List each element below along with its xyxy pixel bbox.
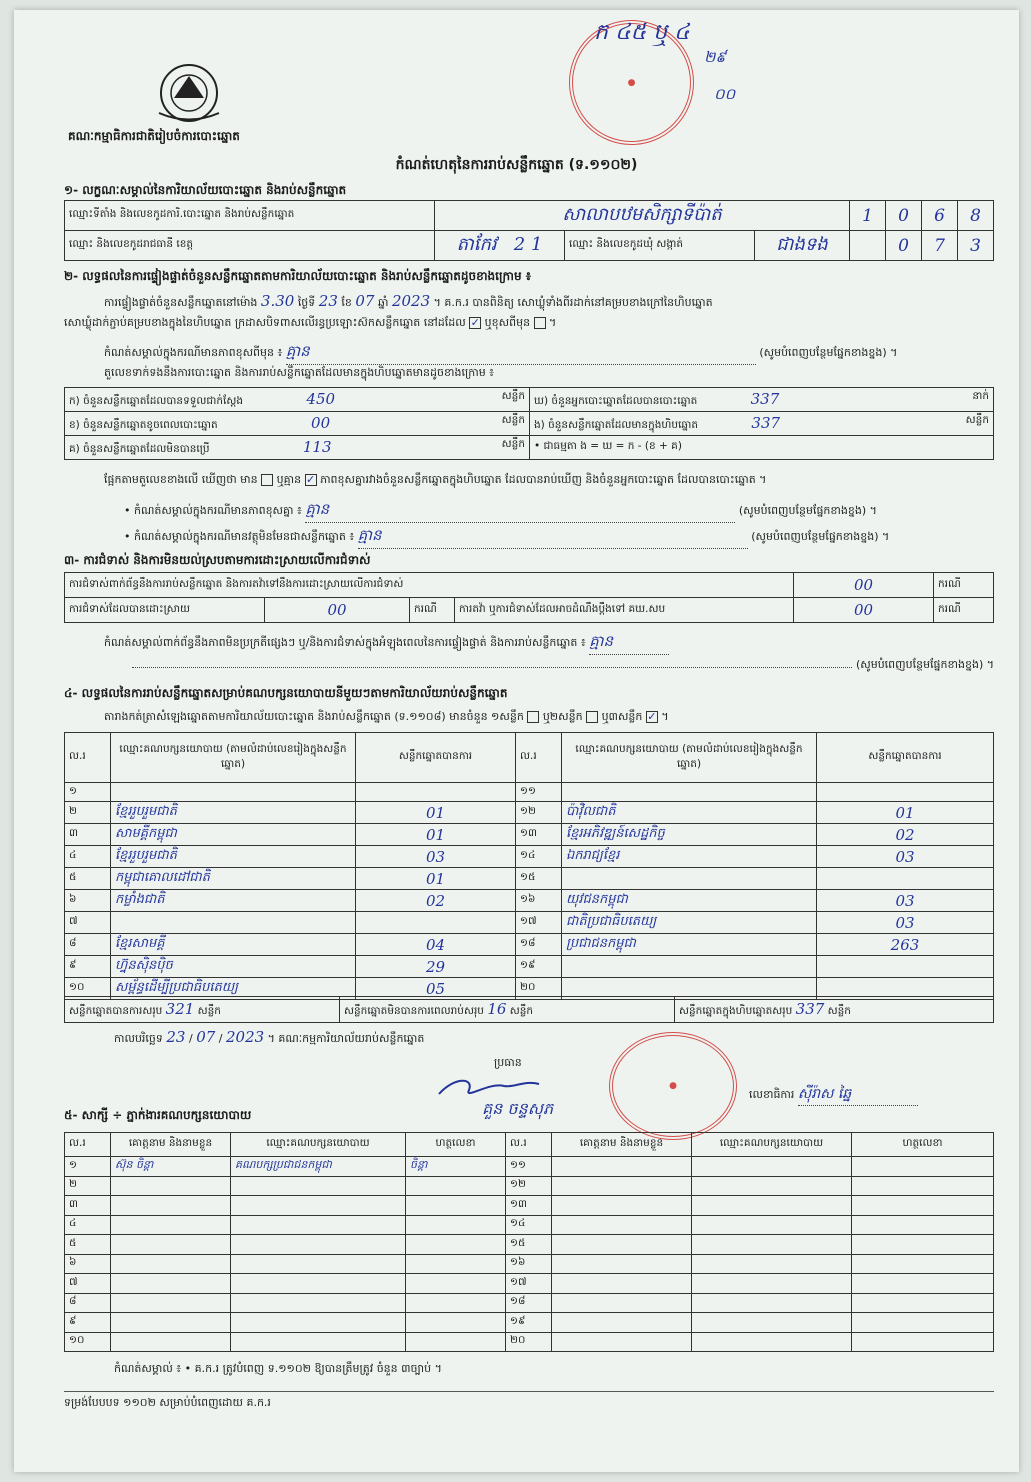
- date-line: កាលបរិច្ឆេទ 23 / 07 / 2023 ។ គណៈកម្មការិយាល័យរាប់សន្លឹកឆ្នោត: [114, 1028, 425, 1046]
- complaints-table: ការជំទាស់ពាក់ព័ន្ធនឹងការរាប់សន្លឹកឆ្នោត និងការតវ៉ាទៅនឹងការដោះស្រាយលើការជំទាស់ 00 ករណី ការជំទាស់ដែលបានដោះស្រាយ 00 ករណី ការតវ៉ា ឬការជំទាស់ដែលអាចដំណឹងប្តឹងទៅ គឃ.សប 00 ករណី: [64, 572, 994, 623]
- handwritten-day: ២៩: [704, 48, 726, 66]
- witness-signature: [852, 1215, 994, 1235]
- station-digit: 8: [958, 201, 994, 231]
- party-name: ជាតិប្រជាធិបតេយ្យ: [562, 912, 817, 934]
- witness-signature: [852, 1254, 994, 1274]
- party-number: ១៥: [516, 868, 562, 890]
- witness-signature: [852, 1274, 994, 1294]
- witness-number: ៧: [65, 1274, 111, 1294]
- party-votes: [356, 912, 516, 934]
- witness-party: [231, 1313, 406, 1333]
- witness-name: [111, 1176, 231, 1196]
- party-name: កម្ពុជាគោលដៅជាតិ: [111, 868, 356, 890]
- party-name: ប្រជាជនកម្ពុជា: [562, 934, 817, 956]
- table-row: [65, 802, 994, 824]
- party-name: [562, 956, 817, 978]
- footer-instruction: ទម្រង់បែបបទ ១១០២ សម្រាប់បំពេញដោយ គ.ក.រ: [64, 1396, 271, 1409]
- witness-signature: [852, 1157, 994, 1177]
- complaints-label-resolved: ការជំទាស់ដែលបានដោះស្រាយ: [65, 598, 265, 623]
- table-row: [65, 912, 994, 934]
- chairman-name: គួន ចន្ទសុភ: [482, 1099, 554, 1118]
- value-province: តាកែវ 2 1: [435, 231, 565, 261]
- party-number: ៩: [65, 956, 111, 978]
- party-votes: [817, 956, 994, 978]
- totals-row: [64, 996, 994, 1023]
- witness-signatures-table: ល.រ គោត្តនាម និងនាមខ្លួន ឈ្មោះគណបក្សនយោបាយ ហត្ថលេខា ល.រ គោត្តនាម និងនាមខ្លួន ឈ្មោះគណបក្សនយោបាយ ហត្ថលេខា ១ ស៊ុន ចិន្តា គណបក្សប្រជាជនកម្ពុជា ចិន្តា ១១ ២ ១២ ៣ ១៣ ៤ ១៤ ៥ ១៥ ៦ ១៦ ៧ ១៧ ៨ ១៨ ៩ ១៩ ១០ ២០: [64, 1132, 994, 1352]
- nec-emblem-icon: [144, 58, 244, 128]
- witness-party: [231, 1176, 406, 1196]
- witness-signature: [852, 1196, 994, 1216]
- party-votes: 03: [817, 912, 994, 934]
- party-number: ៣: [65, 824, 111, 846]
- table-row: [65, 868, 994, 890]
- value-commune: ជាងទង: [755, 231, 850, 261]
- party-votes: 03: [817, 846, 994, 868]
- witness-name: [111, 1215, 231, 1235]
- witness-signature: [852, 1293, 994, 1313]
- witness-number: ១៩: [506, 1313, 552, 1333]
- witness-signature: [406, 1274, 506, 1294]
- party-name: ប៉ាវ៉ិលជាតិ: [562, 802, 817, 824]
- witness-name: [111, 1332, 231, 1352]
- station-digit: 6: [922, 201, 958, 231]
- table-row: [65, 934, 994, 956]
- witness-name: [111, 1254, 231, 1274]
- witness-signature: [406, 1215, 506, 1235]
- witness-number: ៣: [65, 1196, 111, 1216]
- witness-party: [231, 1293, 406, 1313]
- witness-name: ស៊ុន ចិន្តា: [111, 1157, 231, 1177]
- table-row: [65, 1215, 994, 1235]
- section-5-heading: ៥- សាក្សី ÷ ភ្នាក់ងារគណបក្សនយោបាយ: [64, 1108, 252, 1122]
- table-row: [65, 1254, 994, 1274]
- commune-digit: 3: [958, 231, 994, 261]
- count-row-voters: ឃ) ចំនួនអ្នកបោះឆ្នោតដែលបានបោះឆ្នោត 337 នាក់: [530, 388, 994, 412]
- party-number: ១១: [516, 783, 562, 802]
- table-row: [65, 890, 994, 912]
- complaints-label-rejected: ការតវ៉ា ឬការជំទាស់ដែលអាចដំណឹងប្តឹងទៅ គឃ.សប: [455, 598, 794, 623]
- witness-party: [692, 1274, 852, 1294]
- secretary-label: លេខាធិការ ស៊ីរ៉ាស ឆ្នៃ: [749, 1084, 918, 1106]
- party-votes: 02: [356, 890, 516, 912]
- ballot-counts-table: [64, 387, 994, 460]
- complaints-value-rejected: 00: [794, 598, 934, 623]
- party-number: ១៧: [516, 912, 562, 934]
- witness-number: ១៨: [506, 1293, 552, 1313]
- party-name: [111, 783, 356, 802]
- witness-name: [552, 1235, 692, 1255]
- witness-party: [692, 1196, 852, 1216]
- witness-name: [111, 1235, 231, 1255]
- witness-name: [111, 1196, 231, 1216]
- handwritten-code: ក ៤៥ ឬ ៤: [594, 20, 690, 45]
- party-name: ខ្មែររួបរួមជាតិ: [111, 802, 356, 824]
- witness-number: ១៥: [506, 1235, 552, 1255]
- party-number: ២: [65, 802, 111, 824]
- witness-party: [231, 1235, 406, 1255]
- table-row: [65, 846, 994, 868]
- committee-name: គណៈកម្មាធិការជាតិរៀបចំការបោះឆ្នោត: [68, 129, 240, 143]
- witness-party: [692, 1313, 852, 1333]
- witness-number: ១៤: [506, 1215, 552, 1235]
- party-number: ១៩: [516, 956, 562, 978]
- party-votes: 01: [817, 802, 994, 824]
- party-votes: 05: [356, 978, 516, 1000]
- incident-hint: (សូមបំពេញបន្ថែមផ្នែកខាងខ្នង) ។: [64, 658, 994, 674]
- witness-number: ១២: [506, 1176, 552, 1196]
- party-number: ១: [65, 783, 111, 802]
- table-row: [65, 1293, 994, 1313]
- witness-signature: [852, 1313, 994, 1333]
- witness-number: ៤: [65, 1215, 111, 1235]
- party-votes: [817, 868, 994, 890]
- party-votes: 02: [817, 824, 994, 846]
- section-1-heading: ១- លក្ខណៈសម្គាល់នៃការិយាល័យបោះឆ្នោត និងរាប់សន្លឹកឆ្នោត: [64, 183, 347, 197]
- results-intro: តួលេខទាក់ទងនឹងការបោះឆ្នោត និងការរាប់សន្លឹកឆ្នោតដែលមានក្នុងហិបឆ្នោតមានដូចខាងក្រោម ៖: [104, 366, 495, 379]
- table-row: [65, 1157, 994, 1177]
- witness-number: ២: [65, 1176, 111, 1196]
- station-info-table: [64, 200, 994, 261]
- note-foreign: • កំណត់សម្គាល់ក្នុងករណីមានវត្ថុមិនមែនជាសន្លឹកឆ្នោត ៖ គ្មាន (សូមបំពេញបន្ថែមផ្នែកខាងខ្នង) ។: [124, 526, 994, 549]
- witness-number: ៥: [65, 1235, 111, 1255]
- party-name: ហ្វ៊ុនស៊ិនប៉ិច: [111, 956, 356, 978]
- witness-signature: [852, 1176, 994, 1196]
- table-row: [65, 1196, 994, 1216]
- witness-name: [552, 1176, 692, 1196]
- witness-name: [552, 1293, 692, 1313]
- footer-note: កំណត់សម្គាល់ ៖ • គ.ក.រ ត្រូវបំពេញ ទ.១១០២ ឱ្យបានត្រឹមត្រូវ ចំនួន ៣ច្បាប់ ។: [114, 1362, 442, 1375]
- witness-party: [231, 1274, 406, 1294]
- party-number: ១០: [65, 978, 111, 1000]
- witness-signature: [406, 1254, 506, 1274]
- witness-party: [692, 1176, 852, 1196]
- witness-party: [692, 1157, 852, 1177]
- witness-party: [692, 1254, 852, 1274]
- discrepancy-line: ផ្អែកតាមតួលេខខាងលើ ឃើញថា មាន ឬគ្មាន ✓ ភាពខុសគ្នារវាងចំនួនសន្លឹកឆ្នោតក្នុងហិបឆ្នោត ដែលបានរាប់ឃើញ និងចំនួនអ្នកបោះឆ្នោត ដែលបានបោះឆ្នោត ។: [104, 473, 767, 486]
- witness-signature: [852, 1235, 994, 1255]
- checkbox-discrepancy-no[interactable]: ✓: [305, 473, 316, 486]
- witness-number: ៦: [65, 1254, 111, 1274]
- table-row: [65, 824, 994, 846]
- witness-signature: [406, 1313, 506, 1333]
- checkbox-pages-3[interactable]: ✓: [647, 710, 657, 723]
- witness-party: [692, 1332, 852, 1352]
- witness-signature: [852, 1332, 994, 1352]
- witness-name: [111, 1274, 231, 1294]
- witness-number: ៨: [65, 1293, 111, 1313]
- count-row-spoiled: ខ) ចំនួនសន្លឹកឆ្នោតខូចពេលបោះឆ្នោត 00 សន្លឹក: [65, 412, 530, 436]
- count-row-unused: គ) ចំនួនសន្លឹកឆ្នោតដែលមិនបានប្រើ 113 សន្លឹក: [65, 436, 530, 460]
- witness-party: [231, 1254, 406, 1274]
- official-stamp-bottom: ●: [609, 1032, 737, 1140]
- label-province: ឈ្មោះ និងលេខកូដរាជធានី ខេត្ត: [65, 231, 435, 261]
- count-formula: • ជាធម្មតា ង = ឃ = ក - (ខ + គ): [530, 436, 994, 460]
- count-row-in-box: ង) ចំនួនសន្លឹកឆ្នោតដែលមានក្នុងហិបឆ្នោត 337 សន្លឹក: [530, 412, 994, 436]
- party-name: ខ្មែររួបរួមជាតិ: [111, 846, 356, 868]
- party-name: ខ្មែរអភិវឌ្ឍន៍សេដ្ឋកិច្ច: [562, 824, 817, 846]
- complaints-value-resolved: 00: [265, 598, 410, 623]
- party-name: ខ្មែរសាមគ្គី: [111, 934, 356, 956]
- witness-name: [111, 1313, 231, 1333]
- witness-signature: ចិន្តា: [406, 1157, 506, 1177]
- witness-number: ៩: [65, 1313, 111, 1333]
- witness-party: [231, 1332, 406, 1352]
- table-row: [65, 1274, 994, 1294]
- value-station: សាលាបឋមសិក្សាទីប៉ាត់: [435, 201, 850, 231]
- table-row: [65, 1176, 994, 1196]
- party-number: ១៣: [516, 824, 562, 846]
- table-row: [65, 1332, 994, 1352]
- witness-signature: [406, 1235, 506, 1255]
- total-valid: សន្លឹកឆ្នោតបានការសរុប 321 សន្លឹក: [65, 997, 340, 1023]
- witness-name: [552, 1332, 692, 1352]
- witness-number: ១៦: [506, 1254, 552, 1274]
- seal-statement: សោឃ្លុំដាក់ភ្ជាប់គម្របខាងក្នុងនៃហិបឆ្នោត ក្រដាសបិទពាសលើរន្ធប្រឡោះស៊កសន្លឹកឆ្នោត នៅដដែល ✓ ឬខុសពីមុន ។: [64, 316, 557, 329]
- witness-name: [552, 1196, 692, 1216]
- official-stamp-top: ●: [569, 20, 694, 145]
- party-number: ៧: [65, 912, 111, 934]
- commune-digit: 7: [922, 231, 958, 261]
- commune-digit: 0: [886, 231, 922, 261]
- section-2-heading: ២- លទ្ធផលនៃការផ្ទៀងផ្ទាត់ចំនួនសន្លឹកឆ្នោតតាមការិយាល័យបោះឆ្នោត និងរាប់សន្លឹកឆ្នោតដូចខាងក្រោម ៖: [64, 269, 532, 283]
- party-number: ២០: [516, 978, 562, 1000]
- party-number: ៦: [65, 890, 111, 912]
- witness-number: ១០: [65, 1332, 111, 1352]
- party-name: [562, 783, 817, 802]
- party-number: ១៤: [516, 846, 562, 868]
- party-name: កម្លាំងជាតិ: [111, 890, 356, 912]
- total-invalid: សន្លឹកឆ្នោតមិនបានការពេលរាប់សរុប 16 សន្លឹក: [340, 997, 675, 1023]
- complaints-label-main: ការជំទាស់ពាក់ព័ន្ធនឹងការរាប់សន្លឹកឆ្នោត និងការតវ៉ាទៅនឹងការដោះស្រាយលើការជំទាស់: [65, 573, 794, 598]
- party-name: ឯករាជ្យខ្មែរ: [562, 846, 817, 868]
- pages-line: តារាងកត់ត្រាសំឡេងឆ្នោតតាមការិយាល័យបោះឆ្នោត និងរាប់សន្លឹកឆ្នោត (ទ.១១០៨) មានចំនួន ១សន្លឹក ឬ២សន្លឹក ឬ៣សន្លឹក ✓ ។: [104, 710, 669, 723]
- complaints-value-main: 00: [794, 573, 934, 598]
- table-row: [65, 956, 994, 978]
- witness-party: [692, 1235, 852, 1255]
- party-votes: 04: [356, 934, 516, 956]
- witness-party: គណបក្សប្រជាជនកម្ពុជា: [231, 1157, 406, 1177]
- party-votes: 01: [356, 824, 516, 846]
- note-difference: • កំណត់សម្គាល់ក្នុងករណីមានភាពខុសគ្នា ៖ គ្មាន (សូមបំពេញបន្ថែមផ្នែកខាងខ្នង) ។: [124, 500, 994, 523]
- checkbox-pages-2[interactable]: [586, 711, 598, 723]
- party-number: ១៦: [516, 890, 562, 912]
- incident-note: កំណត់សម្គាល់ពាក់ព័ន្ធនឹងភាពមិនប្រក្រតីផ្សេងៗ ឬ/និងការជំទាស់ក្នុងអំឡុងពេលនៃការផ្ទៀងផ្ទាត់ និងការរាប់សន្លឹកឆ្នោត ៖ គ្មាន: [104, 632, 994, 655]
- section-3-heading: ៣- ការជំទាស់ និងការមិនយល់ស្របតាមការដោះស្រាយលើការជំទាស់: [64, 553, 371, 567]
- reconciliation-statement: ការផ្ទៀងផ្ទាត់ចំនួនសន្លឹកឆ្នោតនៅម៉ោង 3.30 ថ្ងៃទី 23 ខែ 07 ឆ្នាំ 2023 ។ គ.ក.រ បានពិនិត្យ សោឃ្លុំទាំងពីរដាក់នៅគម្របខាងក្រៅនៃហិបឆ្នោត: [104, 292, 713, 310]
- witness-signature: [406, 1293, 506, 1313]
- party-name: សាមគ្គីកម្ពុជា: [111, 824, 356, 846]
- witness-number: ២០: [506, 1332, 552, 1352]
- witness-name: [111, 1293, 231, 1313]
- table-row: [65, 1235, 994, 1255]
- chairman-label: ប្រធាន: [494, 1056, 522, 1069]
- form-sheet: [14, 10, 1019, 1472]
- party-votes: 263: [817, 934, 994, 956]
- witness-party: [692, 1215, 852, 1235]
- party-votes: [817, 783, 994, 802]
- checkbox-seal-yes[interactable]: ✓: [470, 316, 480, 329]
- remark-line: កំណត់សម្គាល់ក្នុងករណីមានភាពខុសពីមុន ៖ គ្មាន (សូមបំពេញបន្ថែមផ្នែកខាងខ្នង) ។: [104, 342, 994, 365]
- witness-number: ១: [65, 1157, 111, 1177]
- total-in-box: សន្លឹកឆ្នោតក្នុងហិបឆ្នោតសរុប 337 សន្លឹក: [675, 997, 994, 1023]
- witness-signature: [406, 1196, 506, 1216]
- party-number: ១៨: [516, 934, 562, 956]
- party-number: ១២: [516, 802, 562, 824]
- section-4-heading: ៤- លទ្ធផលនៃការរាប់សន្លឹកឆ្នោតសម្រាប់គណបក្សនយោបាយនីមួយៗតាមការិយាល័យរាប់សន្លឹកឆ្នោត: [64, 686, 508, 700]
- witness-signature: [406, 1176, 506, 1196]
- witness-name: [552, 1274, 692, 1294]
- witness-name: [552, 1215, 692, 1235]
- witness-party: [231, 1196, 406, 1216]
- party-name: [562, 868, 817, 890]
- party-number: ៨: [65, 934, 111, 956]
- witness-name: [552, 1313, 692, 1333]
- party-number: ៥: [65, 868, 111, 890]
- party-name: [111, 912, 356, 934]
- handwritten-time: ០០: [714, 85, 736, 103]
- table-row: [65, 783, 994, 802]
- party-votes-table: ល.រ ឈ្មោះគណបក្សនយោបាយ (តាមលំដាប់លេខរៀងក្នុងសន្លឹកឆ្នោត) សន្លឹកឆ្នោតបានការ ល.រ ឈ្មោះគណបក្សនយោបាយ (តាមលំដាប់លេខរៀងក្នុងសន្លឹកឆ្នោត) សន្លឹកឆ្នោតបានការ ១ ១១ ២ ខ្មែររួបរួមជាតិ 01 ១២ ប៉ាវ៉ិលជាតិ 01 ៣ សាមគ្គីកម្ពុជា 01 ១៣ ខ្មែរអភិវឌ្ឍន៍សេដ្ឋកិច្ច 02 ៤ ខ្មែររួបរួមជាតិ 03 ១៤ ឯករាជ្យខ្មែរ 03 ៥ កម្ពុជាគោលដៅជាតិ 01 ១៥ ៦ កម្លាំងជាតិ 02 ១៦ យុវជនកម្ពុជា 03 ៧ ១៧ ជាតិប្រជាធិបតេយ្យ 03 ៨ ខ្មែរសាមគ្គី 04 ១៨ ប្រជាជនកម្ពុជា 263 ៩ ហ្វ៊ុនស៊ិនប៉ិច 29 ១៩ ១០ សម្ព័ន្ធដើម្បីប្រជាធិបតេយ្យ 05 ២០: [64, 732, 994, 1000]
- form-title: កំណត់ហេតុនៃការរាប់សន្លឹកឆ្នោត (ទ.១១០២): [395, 157, 638, 173]
- party-votes: 29: [356, 956, 516, 978]
- witness-number: ១១: [506, 1157, 552, 1177]
- checkbox-discrepancy-yes[interactable]: [261, 474, 273, 486]
- label-commune: ឈ្មោះ និងលេខកូដឃុំ សង្កាត់: [565, 231, 755, 261]
- witness-name: [552, 1254, 692, 1274]
- checkbox-pages-1[interactable]: [527, 711, 539, 723]
- witness-number: ១៧: [506, 1274, 552, 1294]
- witness-name: [552, 1157, 692, 1177]
- checkbox-seal-no[interactable]: [534, 317, 546, 329]
- station-digit: 1: [850, 201, 886, 231]
- party-votes: 03: [817, 890, 994, 912]
- party-votes: [356, 783, 516, 802]
- count-row-received: ក) ចំនួនសន្លឹកឆ្នោតដែលបានទទួលជាក់ស្តែង 450 សន្លឹក: [65, 388, 530, 412]
- table-row: [65, 1313, 994, 1333]
- label-station: ឈ្មោះទីតាំង និងលេខកូដការិ.បោះឆ្នោត និងរាប់សន្លឹកឆ្នោត: [65, 201, 435, 231]
- station-digit: 0: [886, 201, 922, 231]
- party-votes: 01: [356, 868, 516, 890]
- party-votes: 03: [356, 846, 516, 868]
- witness-number: ១៣: [506, 1196, 552, 1216]
- witness-signature: [406, 1332, 506, 1352]
- party-name: សម្ព័ន្ធដើម្បីប្រជាធិបតេយ្យ: [111, 978, 356, 1000]
- witness-party: [692, 1293, 852, 1313]
- witness-party: [231, 1215, 406, 1235]
- party-votes: 01: [356, 802, 516, 824]
- party-name: យុវជនកម្ពុជា: [562, 890, 817, 912]
- party-number: ៤: [65, 846, 111, 868]
